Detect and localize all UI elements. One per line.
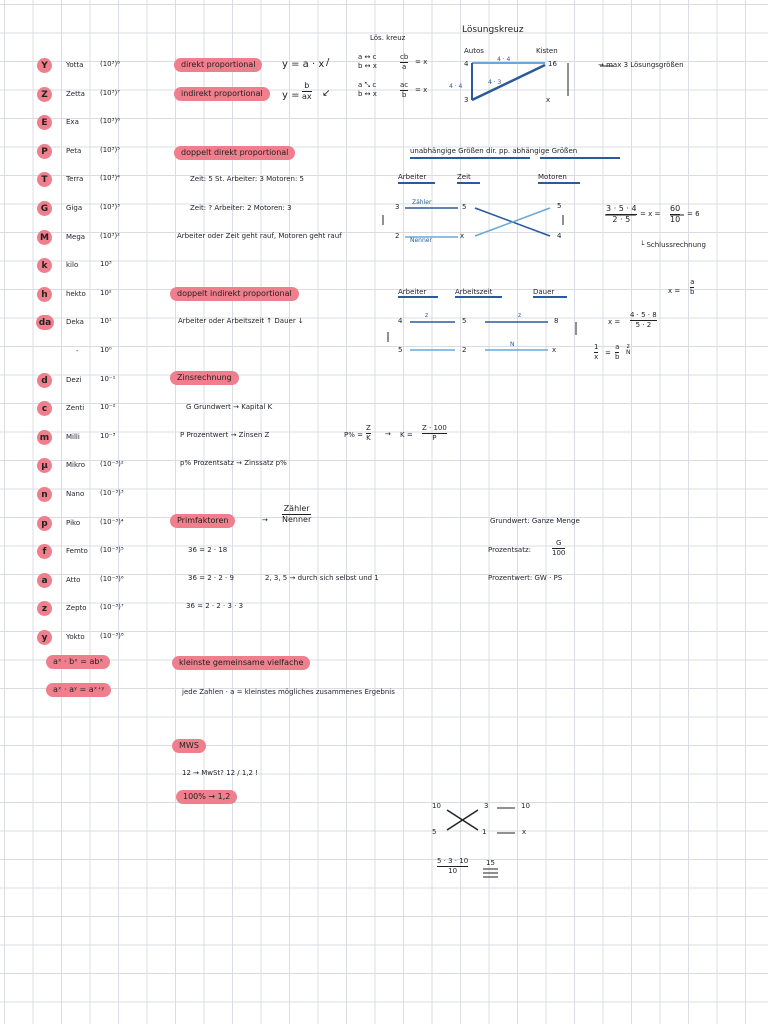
di-r2-c: x xyxy=(552,346,557,354)
primfaktoren-l2: 36 = 2 · 2 · 9 xyxy=(188,574,234,582)
dd-r2-a: 2 xyxy=(395,232,400,240)
pf-ps-num: G xyxy=(555,539,562,547)
loes-small-r2eq: = x xyxy=(415,86,428,94)
primfaktoren-z-num: Zähler xyxy=(283,504,310,513)
loes-small-f2-num: ac xyxy=(400,81,409,89)
dd-nenner: Nenner xyxy=(410,237,432,244)
loes-big-note: → max 3 Lösungsgrößen xyxy=(598,61,684,69)
dd-zaehler: Zähler xyxy=(412,199,432,206)
indirekt-frac xyxy=(302,82,312,101)
prefix-power: 10⁻² xyxy=(100,403,116,411)
di-col-arbeiter: Arbeiter xyxy=(398,288,427,296)
zins-l1: G Grundwert → Kapital K xyxy=(186,403,273,411)
prefix-badge: T xyxy=(37,172,52,187)
prefix-name: Yotta xyxy=(66,61,84,69)
loes-small-f1 xyxy=(400,54,408,71)
prefix-badge: M xyxy=(37,230,52,245)
loes-big-label-top: 4 · 4 xyxy=(497,56,511,63)
di-x-den: b xyxy=(690,288,695,296)
prefix-name: Dezi xyxy=(66,376,82,384)
prefix-power: (10³)³ xyxy=(100,203,120,211)
zins-f1-frac xyxy=(366,425,371,442)
exp-rule-1: aˣ · bˣ = abˣ xyxy=(46,655,110,669)
di-line: Arbeiter oder Arbeitszeit ↑ Dauer ↓ xyxy=(178,317,304,325)
dd-r1-a: 3 xyxy=(395,203,400,211)
dd-heading: unabhängige Größen dir. pp. abhängige Größen xyxy=(410,147,578,155)
cross-num: 5 · 3 · 10 xyxy=(437,857,469,865)
di-q-zn xyxy=(626,344,631,356)
prefix-badge: µ xyxy=(37,458,52,473)
prefix-power: 10⁰ xyxy=(100,346,112,354)
prefix-power: (10³)⁸ xyxy=(100,60,120,68)
loes-small-r1eq: = x xyxy=(415,58,428,66)
di-q-num2: a xyxy=(615,343,620,351)
di-q-frac xyxy=(594,344,598,361)
prefix-badge: m xyxy=(37,430,52,445)
exp-rule-2: aˣ · aʸ = aˣ⁺ʸ xyxy=(46,683,111,697)
prefix-power: (10³)² xyxy=(100,232,120,240)
loes-small-r2: a ⤡ c xyxy=(358,81,377,89)
di-eq-lhs: x = xyxy=(608,318,621,326)
prefix-name: Mikro xyxy=(66,461,86,469)
prefix-name: Nano xyxy=(66,490,85,498)
prefix-power: (10⁻³)⁵ xyxy=(100,546,124,554)
direkt-formula: y = a · x xyxy=(282,59,325,70)
prefix-name: Terra xyxy=(66,175,84,183)
loes-big-label-left: 4 · 4 xyxy=(449,83,463,90)
prefix-badge: Y xyxy=(37,58,52,73)
prefix-power: 10¹ xyxy=(100,317,112,325)
zins-f1-den: K xyxy=(366,434,371,442)
pf-ps-den: 100 xyxy=(552,549,566,557)
cross-bl: 5 xyxy=(432,828,437,836)
prefix-badge: p xyxy=(37,516,52,531)
dd-col-arbeiter: Arbeiter xyxy=(398,173,427,181)
primfaktoren-l3: 36 = 2 · 2 · 3 · 3 xyxy=(186,602,244,610)
dd-eq-num2: 60 xyxy=(670,204,681,213)
di-q-den2: b xyxy=(615,353,620,361)
prefix-name: Mega xyxy=(66,233,86,241)
zins-f2-lhs: K = xyxy=(400,431,413,439)
zins-l2: P Prozentwert → Zinsen Z xyxy=(180,431,270,439)
di-eq-frac xyxy=(630,312,657,329)
di-eq-den: 5 · 2 xyxy=(635,321,652,329)
prefix-badge: f xyxy=(37,544,52,559)
prefix-name: Zetta xyxy=(66,90,85,98)
di-x-num: a xyxy=(690,278,695,286)
prefix-name: Peta xyxy=(66,147,82,155)
dd-col-zeit: Zeit xyxy=(457,173,471,181)
primfaktoren-l2b: 2, 3, 5 → durch sich selbst und 1 xyxy=(265,574,379,582)
prefix-power: 10² xyxy=(100,289,112,297)
dd-eq-frac xyxy=(606,205,637,224)
loes-small-r1b: b ↔ x xyxy=(358,62,377,70)
mws-label: MWS xyxy=(172,739,206,753)
dd-r2-c: 4 xyxy=(557,232,562,240)
prefix-badge: G xyxy=(37,201,52,216)
dd-eq-res: = 6 xyxy=(687,210,700,218)
di-q-frac2 xyxy=(615,344,619,361)
prefix-badge: c xyxy=(37,401,52,416)
check-icon: / xyxy=(326,57,330,68)
loes-big-label-diag: 4 · 3 xyxy=(488,79,502,86)
di-r2-b: 2 xyxy=(462,346,467,354)
di-q-n: N xyxy=(626,349,631,356)
cross-tr: 3 xyxy=(484,802,489,810)
prefix-power: (10⁻³)⁶ xyxy=(100,575,124,583)
prefix-name: - xyxy=(76,347,79,355)
prefix-name: Femto xyxy=(66,547,88,555)
kgv-label: kleinste gemeinsame vielfache xyxy=(172,656,310,670)
prefix-name: kilo xyxy=(66,261,79,269)
di-r1-a: 4 xyxy=(398,317,403,325)
mws-pill: 100% → 1,2 xyxy=(176,790,237,804)
primfaktoren-zn xyxy=(282,505,311,524)
zins-arrow: → xyxy=(385,430,391,438)
di-col-dauer: Dauer xyxy=(533,288,555,296)
dd-line1: Zeit: 5 St. Arbeiter: 3 Motoren: 5 xyxy=(190,175,304,183)
loes-small-r2b: b ↔ x xyxy=(358,90,377,98)
pf-grundwert: Grundwert: Ganze Menge xyxy=(490,517,580,525)
dd-line2: Zeit: ? Arbeiter: 2 Motoren: 3 xyxy=(190,204,292,212)
prefix-badge: n xyxy=(37,487,52,502)
zins-f2-frac xyxy=(422,425,447,442)
loes-big-tr: 16 xyxy=(548,60,557,68)
prefix-name: hekto xyxy=(66,290,86,298)
dd-line3: Arbeiter oder Zeit geht rauf, Motoren geht rauf xyxy=(177,232,342,240)
prefix-power: 10⁻¹ xyxy=(100,375,116,383)
mws-line: 12 → MwSt? 12 / 1,2 ! xyxy=(182,769,258,777)
dd-eq-frac2 xyxy=(670,205,680,224)
zins-f1-lhs: P% = xyxy=(344,431,363,439)
dd-eq-den2: 10 xyxy=(670,215,681,224)
cross-trr: 10 xyxy=(521,802,530,810)
dd-r1-c: 5 xyxy=(557,202,562,210)
indirekt-num: b xyxy=(304,81,310,90)
prefix-name: Giga xyxy=(66,204,83,212)
primfaktoren-arrow: → xyxy=(262,516,268,524)
primfaktoren-z-den: Nenner xyxy=(282,515,312,524)
cross-brr: x xyxy=(522,828,527,836)
prefix-power: (10⁻³)³ xyxy=(100,489,124,497)
loes-big-title: Lösungskreuz xyxy=(462,25,524,35)
zins-f1-num: Z xyxy=(366,424,371,432)
pf-ps-frac xyxy=(552,540,565,557)
prefix-name: Atto xyxy=(66,576,81,584)
prefix-power: (10³)⁴ xyxy=(100,174,120,182)
prefix-badge: da xyxy=(36,315,54,330)
cross-den: 10 xyxy=(448,867,458,875)
prefix-power: (10⁻³)² xyxy=(100,460,124,468)
prefix-badge: z xyxy=(37,601,52,616)
cross-br: 1 xyxy=(482,828,487,836)
prefix-power: (10⁻³)⁸ xyxy=(100,632,124,640)
loes-big-br: x xyxy=(546,96,551,104)
dd-col-motoren: Motoren xyxy=(538,173,567,181)
zins-label: Zinsrechnung xyxy=(170,371,239,385)
loes-small-f2 xyxy=(400,82,408,99)
cross-frac xyxy=(437,858,468,875)
direkt-label: direkt proportional xyxy=(174,58,262,72)
prefix-badge: P xyxy=(37,144,52,159)
prefix-power: (10³)⁶ xyxy=(100,117,120,125)
pf-ps-lhs: Prozentsatz: xyxy=(488,546,531,554)
prefix-badge: Z xyxy=(37,87,52,102)
zins-l3: p% Prozentsatz → Zinssatz p% xyxy=(180,459,287,467)
prefix-badge: E xyxy=(37,115,52,130)
doppelt-indirekt-label: doppelt indirekt proportional xyxy=(170,287,299,301)
prefix-power: (10⁻³)⁷ xyxy=(100,603,124,611)
di-x-lhs: x = xyxy=(668,287,681,295)
primfaktoren-label: Primfaktoren xyxy=(170,514,235,528)
prefix-power: (10³)⁵ xyxy=(100,146,120,154)
loes-small-f1-den: a xyxy=(402,63,407,71)
prefix-badge: y xyxy=(37,630,52,645)
indirekt-label: indirekt proportional xyxy=(174,87,270,101)
loes-small-r1: a ↔ c xyxy=(358,53,377,61)
di-col-arbeitszeit: Arbeitszeit xyxy=(455,288,493,296)
loes-small-f2-den: b xyxy=(401,91,407,99)
di-eq-num: 4 · 5 · 8 xyxy=(630,311,657,319)
kgv-text: jede Zahlen · a = kleinstes mögliches zusammenes Ergebnis xyxy=(182,688,395,696)
dd-r2-b: x xyxy=(460,232,465,240)
prefix-power: 10⁻³ xyxy=(100,432,116,440)
cross-tl: 10 xyxy=(432,802,441,810)
prefix-badge: k xyxy=(37,258,52,273)
dd-note: └ Schlussrechnung xyxy=(640,241,706,249)
indirekt-den: ax xyxy=(302,92,312,101)
loes-big-col2: Kisten xyxy=(536,47,558,55)
di-x-frac xyxy=(690,279,694,296)
zins-f2-den: P xyxy=(432,434,437,442)
di-r1-c: 8 xyxy=(554,317,559,325)
prefix-name: Zepto xyxy=(66,604,87,612)
doppelt-direkt-label: doppelt direkt proportional xyxy=(174,146,295,160)
prefix-name: Yokto xyxy=(66,633,85,641)
prefix-name: Zenti xyxy=(66,404,85,412)
prefix-name: Milli xyxy=(66,433,80,441)
dd-eq-den: 2 · 5 xyxy=(612,215,631,224)
di-mark-3: N xyxy=(510,341,515,348)
di-r1-b: 5 xyxy=(462,317,467,325)
indirekt-lhs: y = xyxy=(282,90,300,101)
prefix-badge: a xyxy=(37,573,52,588)
di-q-mid: = xyxy=(605,349,611,357)
di-q-den: x xyxy=(594,353,599,361)
dd-r1-b: 5 xyxy=(462,203,467,211)
loes-small-f1-num: cb xyxy=(400,53,409,61)
loes-big-tl: 4 xyxy=(464,60,469,68)
prefix-name: Piko xyxy=(66,519,81,527)
prefix-badge: h xyxy=(37,287,52,302)
pf-prozentwert: Prozentwert: GW · PS xyxy=(488,574,563,582)
di-mark-1: z xyxy=(425,312,429,319)
dd-eq-num: 3 · 5 · 4 xyxy=(606,204,637,213)
check-icon-2: ↙ xyxy=(322,88,331,99)
zins-f2-num: Z · 100 xyxy=(422,424,447,432)
cross-res: 15 xyxy=(486,859,495,867)
primfaktoren-l1: 36 = 2 · 18 xyxy=(188,546,228,554)
di-q-num: 1 xyxy=(594,343,599,351)
loes-big-col1: Autos xyxy=(464,47,484,55)
prefix-power: (10³)⁷ xyxy=(100,89,120,97)
loes-big-bl: 3 xyxy=(464,96,469,104)
prefix-name: Exa xyxy=(66,118,79,126)
prefix-badge: d xyxy=(37,373,52,388)
dd-eq-mid: = x = xyxy=(640,210,661,218)
di-mark-2: z xyxy=(518,312,522,319)
prefix-power: 10³ xyxy=(100,260,112,268)
di-r2-a: 5 xyxy=(398,346,403,354)
loes-small-title: Lös. kreuz xyxy=(370,34,406,42)
di-q-z: z xyxy=(626,343,630,350)
prefix-name: Deka xyxy=(66,318,84,326)
prefix-power: (10⁻³)⁴ xyxy=(100,518,124,526)
